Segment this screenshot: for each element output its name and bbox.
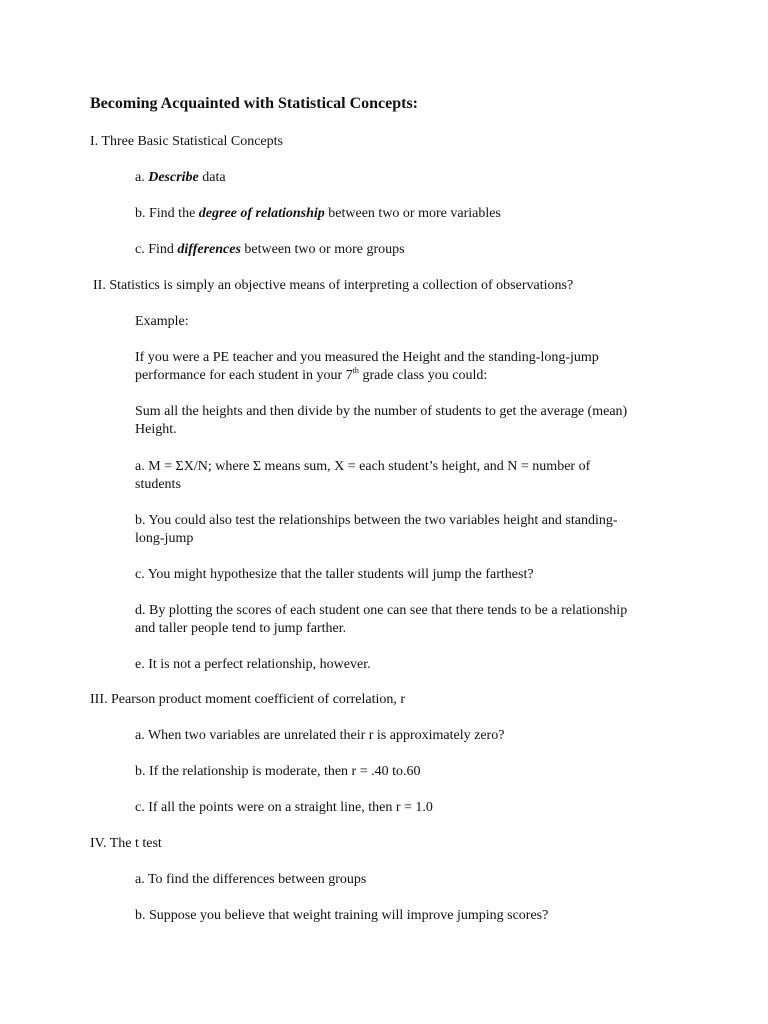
section-2-item-c: c. You might hypothesize that the taller students will jump the farthest?	[135, 567, 534, 582]
section-2-item-b-line-1: b. You could also test the relationships between the two variables height and standing-	[135, 513, 618, 528]
section-3-item-b: b. If the relationship is moderate, then r = .40 to.60	[135, 764, 421, 779]
section-2-item-d-line-2: and taller people tend to jump farther.	[135, 621, 347, 636]
section-1-heading: I. Three Basic Statistical Concepts	[90, 134, 283, 149]
paragraph-2-line-2: Height.	[135, 422, 177, 437]
item-prefix: a.	[135, 170, 149, 185]
section-1-item-b	[135, 205, 501, 223]
ordinal-superscript: th	[352, 366, 359, 375]
section-1-item-a	[135, 169, 226, 187]
item-suffix: data	[198, 170, 226, 185]
section-2-item-e: e. It is not a perfect relationship, however.	[135, 657, 371, 672]
section-1-item-c	[135, 241, 405, 259]
item-suffix: between two or more groups	[240, 242, 405, 257]
section-4-heading: IV. The t test	[90, 836, 162, 851]
text-fragment: grade class you could:	[358, 368, 488, 383]
paragraph-1-line-1: If you were a PE teacher and you measured the Height and the standing-long-jump	[135, 350, 599, 365]
section-2-item-a-line-1: a. M = ΣX/N; where Σ means sum, X = each student’s height, and N = number of	[135, 459, 591, 474]
document-title: Becoming Acquainted with Statistical Concepts:	[90, 95, 418, 112]
emphasis-text: differences	[177, 242, 241, 257]
section-3-item-a: a. When two variables are unrelated their r is approximately zero?	[135, 728, 505, 743]
emphasis-text: degree of relationship	[198, 206, 325, 221]
text-fragment: performance for each student in your 7	[135, 368, 353, 383]
item-prefix: b. Find the	[135, 206, 199, 221]
section-2-item-a-line-2: students	[135, 477, 181, 492]
section-3-heading: III. Pearson product moment coefficient of correlation, r	[90, 692, 406, 707]
item-prefix: c. Find	[135, 242, 178, 257]
paragraph-1-line-2	[135, 367, 487, 385]
section-2-item-b-line-2: long-jump	[135, 531, 194, 546]
example-label: Example:	[135, 314, 189, 329]
paragraph-2-line-1: Sum all the heights and then divide by the number of students to get the average (mean)	[135, 404, 628, 419]
emphasis-text: Describe	[148, 170, 199, 185]
section-4-item-a: a. To find the differences between groups	[135, 872, 367, 887]
section-2-heading: II. Statistics is simply an objective means of interpreting a collection of observations?	[93, 278, 574, 293]
section-3-item-c: c. If all the points were on a straight line, then r = 1.0	[135, 800, 433, 815]
item-suffix: between two or more variables	[324, 206, 501, 221]
section-2-item-d-line-1: d. By plotting the scores of each student one can see that there tends to be a relationship	[135, 603, 628, 618]
section-4-item-b: b. Suppose you believe that weight training will improve jumping scores?	[135, 908, 549, 923]
